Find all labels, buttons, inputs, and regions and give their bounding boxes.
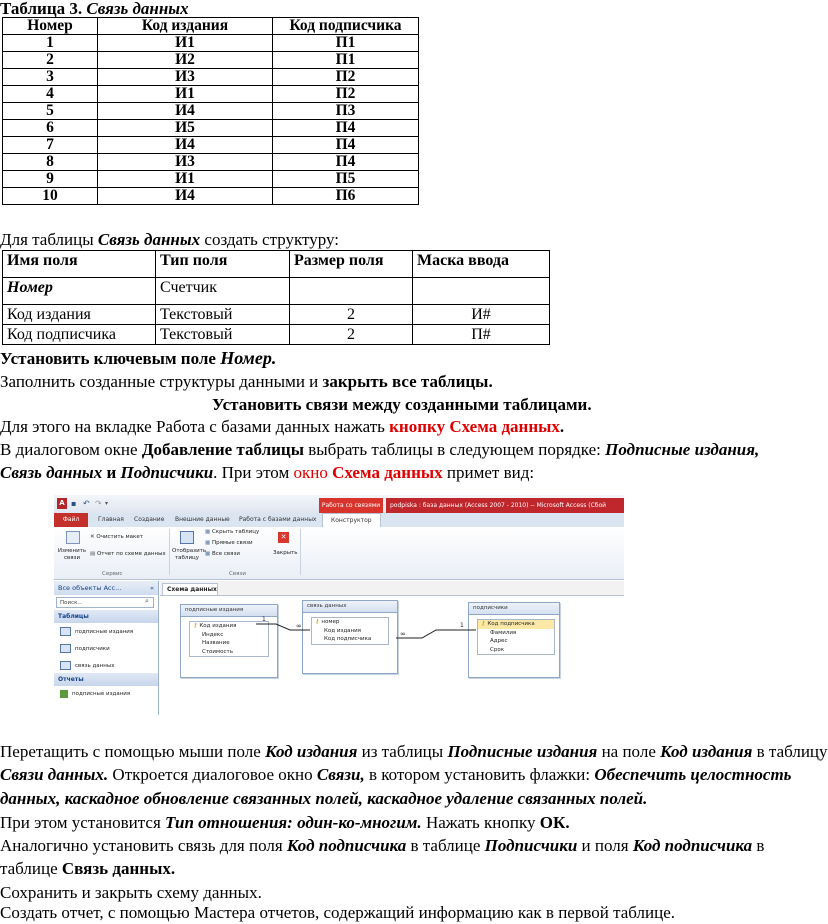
- table-cell: 4: [3, 86, 98, 103]
- save-icon[interactable]: ▪: [71, 499, 77, 508]
- table-row: [3, 69, 419, 86]
- one-marker: 1: [262, 616, 266, 623]
- rel-table-title: связь данных: [303, 601, 397, 613]
- table3: [2, 17, 419, 205]
- table-cell: П#: [413, 325, 550, 345]
- nav-item-table[interactable]: связь данных: [60, 661, 114, 671]
- tab-database-tools[interactable]: Работа с базами данных: [239, 516, 317, 523]
- structure-header: Размер поля: [290, 251, 413, 278]
- table-cell: И2: [98, 52, 273, 69]
- rel-field[interactable]: Адрес: [490, 638, 508, 644]
- nav-section-reports[interactable]: Отчеты: [54, 673, 158, 686]
- one-marker: 1: [460, 622, 464, 629]
- qat-dropdown-icon[interactable]: ▾: [105, 500, 109, 507]
- nav-item-table[interactable]: подписчики: [60, 644, 110, 654]
- table-row: [3, 35, 419, 52]
- tab-home[interactable]: Главная: [98, 516, 124, 523]
- table-row: [3, 305, 550, 325]
- nav-search-input[interactable]: Поиск...: [56, 597, 154, 608]
- report-icon: ▤: [90, 551, 97, 557]
- undo-icon[interactable]: ↶: [83, 499, 90, 508]
- table-cell: 8: [3, 154, 98, 171]
- group-tools-label: Сервис: [102, 571, 123, 577]
- table3-caption: Таблица 3. Связь данных: [0, 0, 189, 18]
- table-cell: П6: [273, 188, 419, 205]
- table-cell: 10: [3, 188, 98, 205]
- dialog-instruction: В диалоговом окне Добавление таблицы выбрать таблицы в следующем порядке: Подписные издания,: [0, 440, 760, 459]
- rel-field[interactable]: Код подписчика: [324, 636, 372, 642]
- rel-field[interactable]: ⚷ номер: [315, 618, 340, 625]
- tab-create[interactable]: Создание: [134, 516, 165, 523]
- table-cell: П4: [273, 120, 419, 137]
- direct-links-icon: ▦: [205, 540, 212, 546]
- table-row: [3, 103, 419, 120]
- key-icon: ⚷: [193, 622, 198, 629]
- table-cell: И4: [98, 188, 273, 205]
- table-cell: И1: [98, 35, 273, 52]
- all-links-button[interactable]: ▦ Все связи: [205, 551, 240, 557]
- relation-type-line: При этом установится Тип отношения: один-ко-многим. Нажать кнопку ОК.: [0, 813, 570, 832]
- edit-links-icon: [66, 531, 80, 544]
- table-cell: И#: [413, 305, 550, 325]
- key-field-line: Установить ключевым поле Номер.: [0, 348, 277, 368]
- ribbon-separator: [169, 529, 170, 575]
- direct-links-button[interactable]: ▦ Прямые связи: [205, 540, 253, 546]
- table-cell: 3: [3, 69, 98, 86]
- clear-layout-button[interactable]: ✕ Очистить макет: [90, 534, 143, 540]
- structure-header-row: [3, 251, 550, 278]
- rel-field[interactable]: Стоимость: [202, 648, 233, 655]
- table-icon: [60, 627, 71, 636]
- table-cell: И1: [98, 86, 273, 103]
- table-cell: Текстовый: [156, 325, 290, 345]
- collapse-nav-icon[interactable]: «: [150, 584, 154, 592]
- window-title: podpiska : база данных (Access 2007 - 2010) -- Microsoft Access (Сбой: [386, 498, 624, 513]
- relationship-line-1: [256, 624, 310, 630]
- relationship-line-2: [396, 630, 476, 638]
- table-row: [3, 325, 550, 345]
- many-marker: ∞: [296, 622, 302, 630]
- table-cell: 2: [290, 305, 413, 325]
- relations-heading: Установить связи между созданными таблицами.: [212, 395, 592, 414]
- structure-header: Маска ввода: [413, 251, 550, 278]
- redo-icon[interactable]: ↷: [95, 499, 102, 508]
- table-cell: И3: [98, 69, 273, 86]
- table-cell: П1: [273, 35, 419, 52]
- rel-field[interactable]: Индекс: [202, 631, 224, 638]
- table-cell: 6: [3, 120, 98, 137]
- nav-item-report[interactable]: подписные издания: [60, 689, 130, 699]
- table-cell: Текстовый: [156, 305, 290, 325]
- ribbon-separator: [300, 529, 301, 575]
- table-cell: И4: [98, 103, 273, 120]
- table-row: [3, 120, 419, 137]
- table3-header: Код издания: [98, 18, 273, 35]
- structure-header: Тип поля: [156, 251, 290, 278]
- close-icon: ✕: [278, 532, 289, 543]
- table-cell: Код издания: [3, 305, 156, 325]
- table-cell: П5: [273, 171, 419, 188]
- tab-instruction: Для этого на вкладке Работа с базами данных нажать кнопку Схема данных.: [0, 417, 565, 436]
- tab-external-data[interactable]: Внешние данные: [175, 516, 230, 523]
- show-table-button[interactable]: Отобразить таблицу: [172, 548, 207, 561]
- table-icon: [60, 644, 71, 653]
- table-cell: Счетчик: [156, 278, 290, 305]
- table-cell: Номер: [3, 278, 156, 305]
- context-tab-label: Работа со связями: [319, 498, 383, 513]
- table-icon: [60, 661, 71, 670]
- access-logo-icon: A: [57, 498, 67, 509]
- report-icon: [60, 690, 68, 698]
- search-icon: ⌕: [145, 597, 149, 605]
- table3-header-row: [3, 18, 419, 35]
- table-cell: И1: [98, 171, 273, 188]
- doc-tab-schema[interactable]: Схема данных: [162, 583, 218, 595]
- clear-layout-icon: ✕: [90, 534, 97, 540]
- relationship-lines: [160, 596, 624, 716]
- hide-table-button[interactable]: ▦ Скрыть таблицу: [205, 529, 260, 535]
- group-links-label: Связи: [229, 571, 246, 577]
- table-cell: П3: [273, 103, 419, 120]
- nav-header[interactable]: Все объекты Acc... «: [54, 581, 158, 595]
- drag-instruction-2: Связи данных. Откроется диалоговое окно Связи, в котором установить флажки: Обеспечить целостность: [0, 765, 792, 784]
- dialog-instruction-2: Связь данных и Подписчики. При этом окно Схема данных примет вид:: [0, 463, 535, 482]
- table-cell: П1: [273, 52, 419, 69]
- table-cell: 2: [290, 325, 413, 345]
- table-row: [3, 278, 550, 305]
- table-cell: П2: [273, 86, 419, 103]
- hide-table-icon: ▦: [205, 529, 212, 535]
- table-cell: 2: [3, 52, 98, 69]
- rel-field[interactable]: Фамилия: [490, 629, 517, 636]
- navigation-pane: [54, 581, 159, 715]
- rel-field[interactable]: Срок: [490, 646, 505, 653]
- rel-table-title: подписчики: [469, 603, 559, 615]
- drag-instruction-3: данных, каскадное обновление связанных полей, каскадное удаление связанных полей.: [0, 789, 648, 808]
- structure-header: Имя поля: [3, 251, 156, 278]
- table3-header: Номер: [3, 18, 98, 35]
- access-screenshot: [54, 495, 624, 715]
- structure-table: [2, 250, 550, 345]
- rel-table-title: подписные издания: [181, 605, 277, 617]
- rel-field[interactable]: Название: [202, 640, 230, 646]
- similar-instruction-2: таблице Связь данных.: [0, 859, 176, 878]
- nav-item-table[interactable]: подписные издания: [60, 627, 133, 637]
- table-cell: 5: [3, 103, 98, 120]
- table-cell: П4: [273, 154, 419, 171]
- table-cell: 7: [3, 137, 98, 154]
- table-cell: Код подписчика: [3, 325, 156, 345]
- table-cell: 1: [3, 35, 98, 52]
- save-line: Сохранить и закрыть схему данных.: [0, 883, 262, 902]
- rel-field[interactable]: Код издания: [324, 627, 361, 634]
- table3-header: Код подписчика: [273, 18, 419, 35]
- tab-file[interactable]: Файл: [54, 513, 88, 527]
- table-cell: И4: [98, 137, 273, 154]
- nav-section-tables[interactable]: Таблицы: [54, 610, 158, 623]
- table-cell: И5: [98, 120, 273, 137]
- many-marker: ∞: [400, 630, 406, 638]
- table-row: [3, 154, 419, 171]
- table-cell: [290, 278, 413, 305]
- table-cell: 9: [3, 171, 98, 188]
- table-row: [3, 171, 419, 188]
- report-line: Создать отчет, с помощью Мастера отчетов, содержащий информацию как в первой таблице.: [0, 903, 675, 922]
- rel-field[interactable]: ⚷ Код подписчика: [478, 620, 554, 629]
- key-icon: ⚷: [315, 618, 320, 625]
- similar-instruction: Аналогично установить связь для поля Код подписчика в таблице Подписчики и поля Код подписчика в: [0, 836, 765, 855]
- table-row: [3, 86, 419, 103]
- table-cell: [413, 278, 550, 305]
- table-row: [3, 52, 419, 69]
- relationships-canvas: [160, 595, 624, 716]
- table-row: [3, 137, 419, 154]
- fill-line: Заполнить созданные структуры данными и закрыть все таблицы.: [0, 372, 493, 391]
- table-row: [3, 188, 419, 205]
- table-cell: И3: [98, 154, 273, 171]
- all-links-icon: ▦: [205, 551, 212, 557]
- key-icon: ⚷: [481, 620, 486, 627]
- table-cell: П4: [273, 137, 419, 154]
- close-button[interactable]: Закрыть: [273, 550, 298, 556]
- report-button[interactable]: ▤ Отчет по схеме данных: [90, 551, 166, 557]
- table-cell: П2: [273, 69, 419, 86]
- rel-field[interactable]: ⚷ Код издания: [193, 622, 237, 629]
- drag-instruction: Перетащить с помощью мыши поле Код издания из таблицы Подписные издания на поле Код издания в таблицу: [0, 742, 828, 761]
- show-table-icon: [180, 531, 194, 544]
- edit-links-button[interactable]: Изменить связи: [57, 548, 87, 561]
- tab-design[interactable]: Конструктор: [322, 513, 381, 527]
- structure-intro: Для таблицы Связь данных создать структуру:: [0, 230, 340, 249]
